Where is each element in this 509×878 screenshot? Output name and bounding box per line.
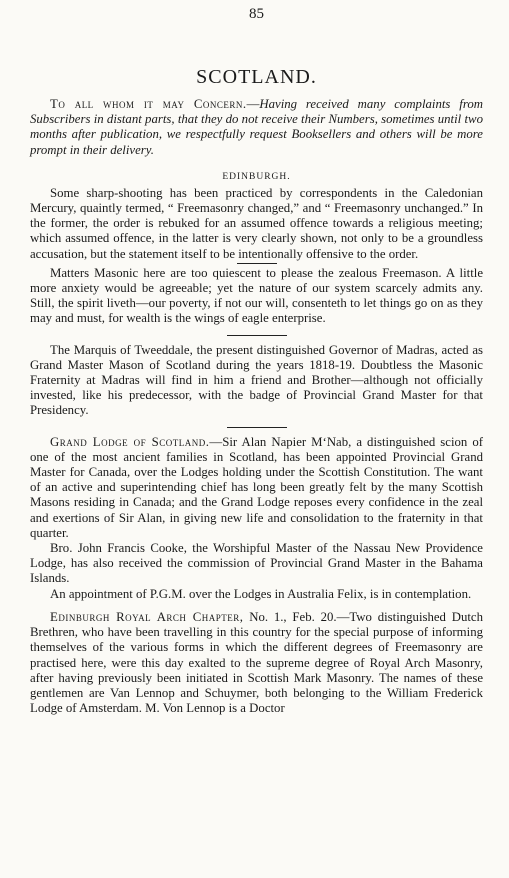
paragraph-marquis-tweeddale: The Marquis of Tweeddale, the present distinguished Governor of Madras, acted as Grand Master Mason of Scotland during the years 1818-19. Doubtless the Masonic Fraternity at Madras will find in him a friend and Brother—although not officially invested, like his predecessor, with the badge of Provincial Grand Master for that Presidency. (30, 342, 483, 418)
section-heading-edinburgh: EDINBURGH. (222, 171, 291, 182)
page-number: 85 (249, 6, 264, 22)
paragraph-grand-lodge (30, 435, 483, 541)
subscriber-notice: To all whom it may Concern.—Having received many complaints from Subscribers in distant parts, that they do not receive their Numbers, sometimes until two months after publication, we respectfully request Booksellers and others will be more prompt in their delivery. (30, 97, 483, 157)
paragraph-caledonian-mercury: Some sharp-shooting has been practiced by correspondents in the Caledonian Mercury, quaintly termed, “ Freemasonry changed,” and “ Freemasonry unchanged.” In the former, the order is rebuked for an assumed offence towards a religious meeting; which assumed offence, in the latter is very clearly shown, not only to be a groundless accusation, but the statement itself to be intentionally offensive to the order. (30, 185, 483, 261)
paragraph-royal-arch-chapter (30, 610, 483, 716)
paragraph-text: —Sir Alan Napier M‘Nab, a distinguished scion of one of the most ancient families in Scotland, has been appointed Provincial Grand Master for Canada, over the Lodges holding under the Scottish Constitution. The want of an active and superintending chief has long been greatly felt by the many Scottish Masons residing in Canada; and the Grand Lodge reposes every confidence in the zeal and exertions of Sir Alan, in giving new life and consolidation to the fraternity in that quarter. (30, 434, 483, 540)
notice-text: Having received many complaints from Subscribers in distant parts, that they do not receive their Numbers, sometimes until two months after publication, we respectfully request Booksellers and others will be more prompt in their delivery. (30, 97, 483, 157)
divider (227, 335, 287, 336)
divider (237, 263, 277, 264)
page-title: SCOTLAND. (196, 66, 317, 88)
paragraph-australia-felix: An appointment of P.G.M. over the Lodges in Australia Felix, is in contemplation. (50, 586, 472, 601)
notice-lead: To all whom it may Concern. (50, 97, 247, 111)
divider (227, 427, 287, 428)
paragraph-lead: Grand Lodge of Scotland. (50, 434, 210, 449)
paragraph-lead: Edinburgh Royal Arch Chapter, (50, 609, 244, 624)
paragraph-matters-masonic: Matters Masonic here are too quiescent to please the zealous Freemason. A little more anxiety would be agreeable; yet the nature of our system scarcely admits any. Still, the spirit liveth—our poverty, if not our will, consenteth to let things go on as they may and must, for wealth is the wings of eagle enterprise. (30, 265, 483, 326)
paragraph-john-cooke: Bro. John Francis Cooke, the Worshipful Master of the Nassau New Providence Lodge, has also received the commission of Provincial Grand Master in the Bahama Islands. (30, 541, 483, 586)
paragraph-text: No. 1., Feb. 20.—Two distinguished Dutch Brethren, who have been travelling in this country for the special purpose of informing themselves of the various forms in which the different degrees of Freemasonry are practised here, were this day exalted to the supreme degree of Royal Arch Masonry, after having previously been initiated in Scottish Mark Masonry. The names of these gentlemen are Van Lennop and Schuymer, both belonging to the William Frederick Lodge of Amsterdam. M. Von Lennop is a Doctor (30, 609, 483, 716)
